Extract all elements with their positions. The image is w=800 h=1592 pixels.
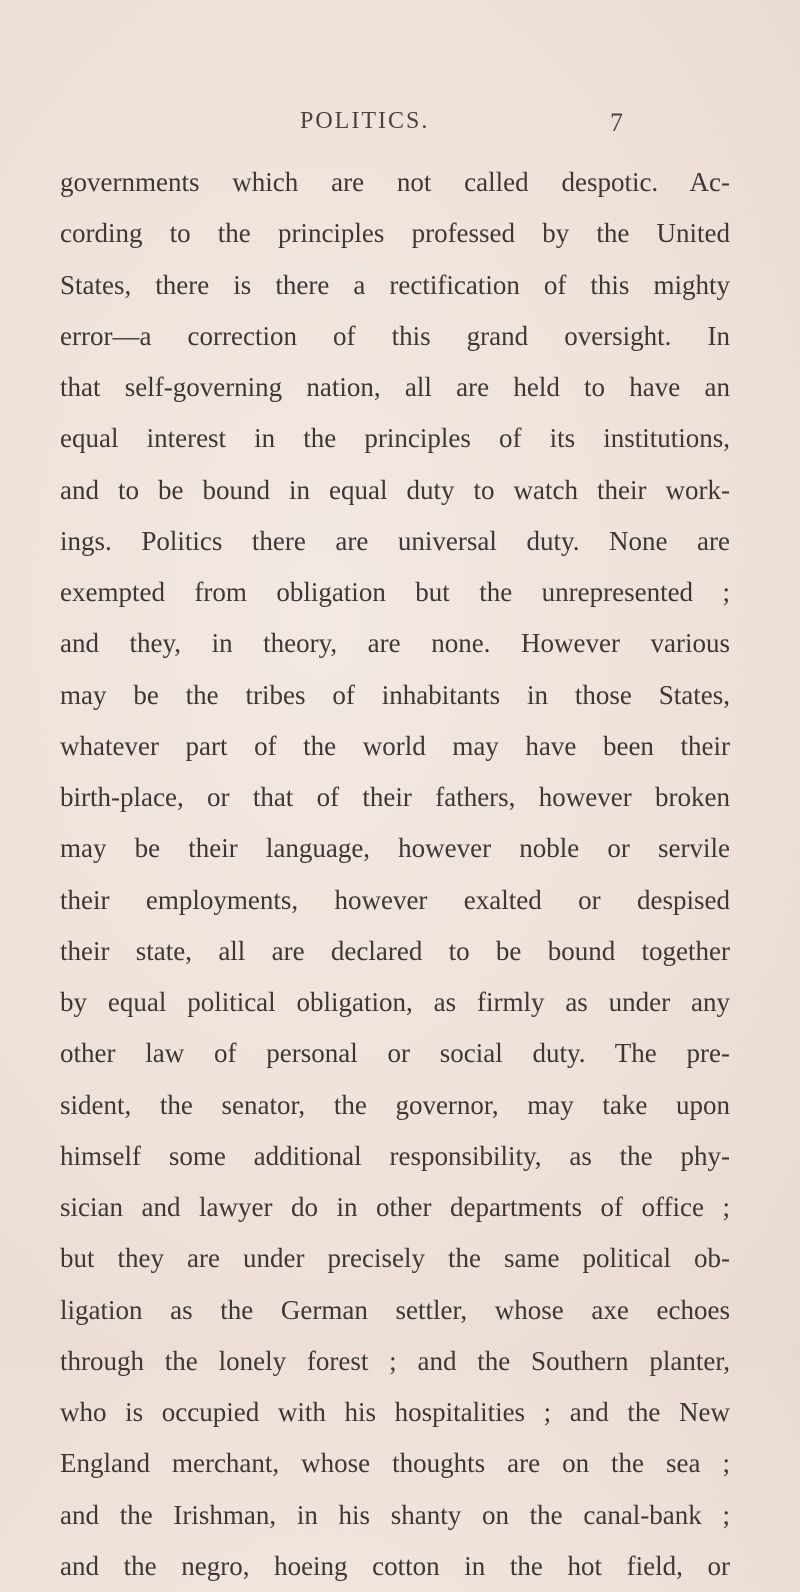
text-line: by equal political obligation, as firmly as under any [60,987,730,1017]
running-title: POLITICS. [300,108,430,134]
text-line: himself some additional responsibility, as the phy- [60,1140,730,1171]
text-line: ligation as the German settler, whose axe echoes [60,1294,730,1325]
text-line: error—a correction of this grand oversight. In [60,320,730,351]
text-line: ings. Politics there are universal duty. None are [60,525,730,556]
body-text [60,157,730,1592]
text-line: and the negro, hoeing cotton in the hot field, or [60,1550,730,1581]
text-line: England merchant, whose thoughts are on the sea ; [60,1448,730,1479]
text-line: and the Irishman, in his shanty on the canal-bank ; [60,1499,730,1530]
text-line: other law of personal or social duty. The pre- [60,1038,730,1069]
text-line: may be the tribes of inhabitants in those States, [60,679,730,710]
text-line: cording to the principles professed by the United [60,218,730,249]
text-line: birth-place, or that of their fathers, however broken [60,782,730,812]
text-line: and they, in theory, are none. However various [60,628,730,659]
text-line: sician and lawyer do in other departments of office ; [60,1192,730,1222]
text-line: governments which are not called despotic. Ac- [60,167,730,197]
text-line: who is occupied with his hospitalities ; and the New [60,1397,730,1427]
text-line: but they are under precisely the same political ob- [60,1243,730,1274]
text-line: and to be bound in equal duty to watch their work- [60,474,730,505]
text-line: that self-governing nation, all are held to have an [60,372,730,402]
text-line: sident, the senator, the governor, may take upon [60,1089,730,1120]
page-number: 7 [610,108,623,137]
text-line: may be their language, however noble or servile [60,833,730,864]
running-head [0,108,800,148]
text-line: equal interest in the principles of its institutions, [60,423,730,454]
text-line: their employments, however exalted or despised [60,884,730,915]
text-line: through the lonely forest ; and the Southern planter, [60,1345,730,1376]
text-line: their state, all are declared to be bound together [60,935,730,966]
text-line: exempted from obligation but the unrepresented ; [60,577,730,607]
text-line: whatever part of the world may have been their [60,730,730,761]
text-line: States, there is there a rectification of this mighty [60,269,730,300]
